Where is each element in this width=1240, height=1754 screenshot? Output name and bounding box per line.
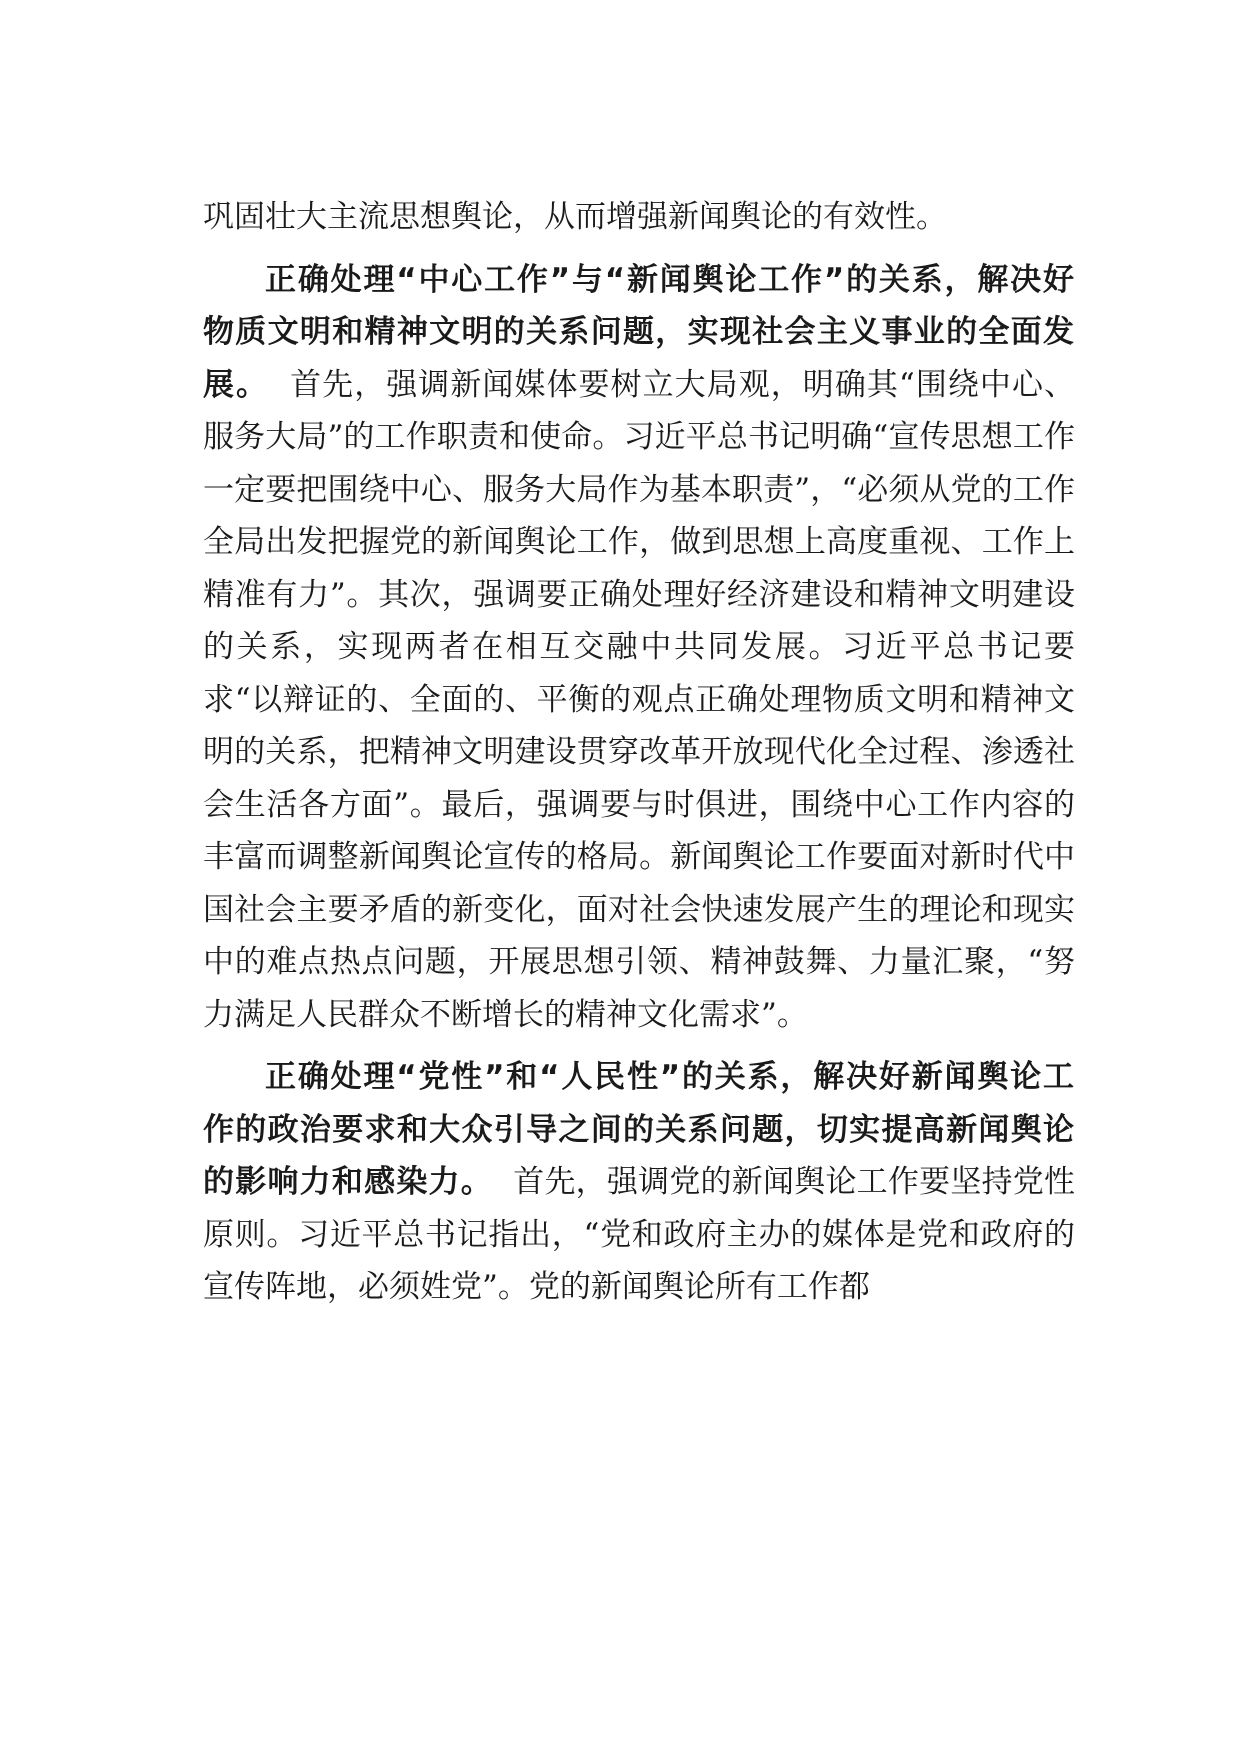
paragraph-central-work — [203, 254, 1075, 1042]
paragraph-body: 首先，强调新闻媒体要树立大局观，明确其“围绕中心、服务大局”的工作职责和使命。习近平总书记明确“宣传思想工作一定要把围绕中心、服务大局作为基本职责”，“必须从党的工作全局出发把握党的新闻舆论工作，做到思想上高度重视、工作上精准有力”。其次，强调要正确处理好经济建设和精神文明建设的关系，实现两者在相互交融中共同发展。习近平总书记要求“以辩证的、全面的、平衡的观点正确处理物质文明和精神文明的关系，把精神文明建设贯穿改革开放现代化全过程、渗透社会生活各方面”。最后，强调要与时俱进，围绕中心工作内容的丰富而调整新闻舆论宣传的格局。新闻舆论工作要面对新时代中国社会主要矛盾的新变化，面对社会快速发展产生的理论和现实中的难点热点问题，开展思想引领、精神鼓舞、力量汇聚，“努力满足人民群众不断增长的精神文化需求”。 — [203, 366, 1075, 1033]
paragraph-body: 首先，强调党的新闻舆论工作要坚持党性原则。习近平总书记指出，“党和政府主办的媒体是党和政府的宣传阵地，必须姓党”。党的新闻舆论所有工作都 — [203, 1164, 1075, 1305]
paragraph-continuation — [203, 191, 1075, 244]
paragraph-heading: 正确处理“中心工作”与“新闻舆论工作”的关系，解决好物质文明和精神文明的关系问题，实现社会主义事业的全面发展。 — [203, 261, 1075, 403]
paragraph-party-people — [203, 1051, 1075, 1314]
paragraph-body: 巩固壮大主流思想舆论，从而增强新闻舆论的有效性。 — [203, 199, 947, 235]
paragraph-heading: 正确处理“党性”和“人民性”的关系，解决好新闻舆论工作的政治要求和大众引导之间的关系问题，切实提高新闻舆论的影响力和感染力。 — [203, 1059, 1075, 1200]
document-page — [203, 191, 1075, 1314]
